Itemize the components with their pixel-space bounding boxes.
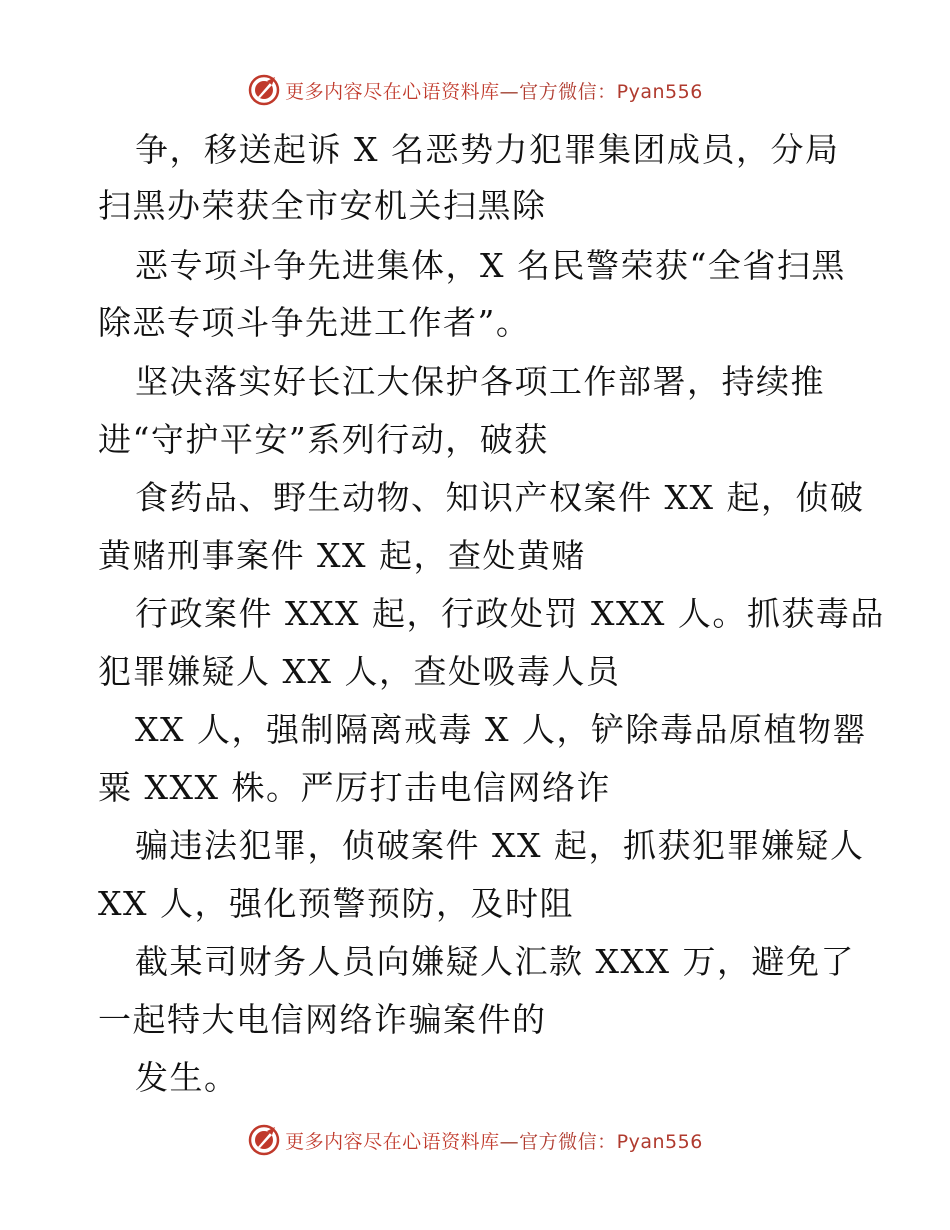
banner-site-name: 更多内容尽在心语资料库: [285, 80, 500, 103]
text-line-15: 截某司财务人员向嫌疑人汇款 XXX 万，避免了: [135, 942, 855, 981]
banner-separator: —: [499, 1130, 520, 1153]
header-banner: [0, 70, 950, 110]
text-line-16: 一起特大电信网络诈骗案件的: [98, 1000, 547, 1039]
banner-separator: —: [499, 80, 520, 103]
banner-wechat: 官方微信：Pyan556: [519, 1130, 703, 1153]
banner-text: [285, 1127, 703, 1154]
text-line-7: 食药品、野生动物、知识产权案件 XX 起，侦破: [135, 478, 865, 517]
text-line-5: 坚决落实好长江大保护各项工作部署，持续推: [135, 362, 825, 401]
banner-text: [285, 77, 703, 104]
text-line-3: 恶专项斗争先进集体，X 名民警荣获“全省扫黑: [135, 246, 846, 285]
text-line-2: 扫黑办荣获全市安机关扫黑除: [98, 186, 547, 225]
text-line-13: 骗违法犯罪，侦破案件 XX 起，抓获犯罪嫌疑人: [135, 826, 865, 865]
quill-seal-logo-icon: [247, 73, 281, 107]
text-line-1: 争，移送起诉 X 名恶势力犯罪集团成员，分局: [135, 130, 840, 169]
banner-wechat: 官方微信：Pyan556: [519, 80, 703, 103]
text-line-9: 行政案件 XXX 起，行政处罚 XXX 人。抓获毒品: [135, 594, 885, 633]
text-line-6: 进“守护平安”系列行动，破获: [98, 420, 549, 459]
text-line-14: XX 人，强化预警预防，及时阻: [98, 884, 574, 923]
text-line-8: 黄赌刑事案件 XX 起，查处黄赌: [98, 536, 586, 575]
text-line-11: XX 人，强制隔离戒毒 X 人，铲除毒品原植物罂: [135, 710, 867, 749]
text-line-12: 粟 XXX 株。严厉打击电信网络诈: [98, 768, 611, 807]
text-line-10: 犯罪嫌疑人 XX 人，查处吸毒人员: [98, 652, 621, 691]
footer-banner: [0, 1120, 950, 1160]
text-line-4: 除恶专项斗争先进工作者”。: [98, 303, 531, 342]
quill-seal-logo-icon: [247, 1123, 281, 1157]
text-line-17: 发生。: [135, 1058, 239, 1097]
banner-site-name: 更多内容尽在心语资料库: [285, 1130, 500, 1153]
